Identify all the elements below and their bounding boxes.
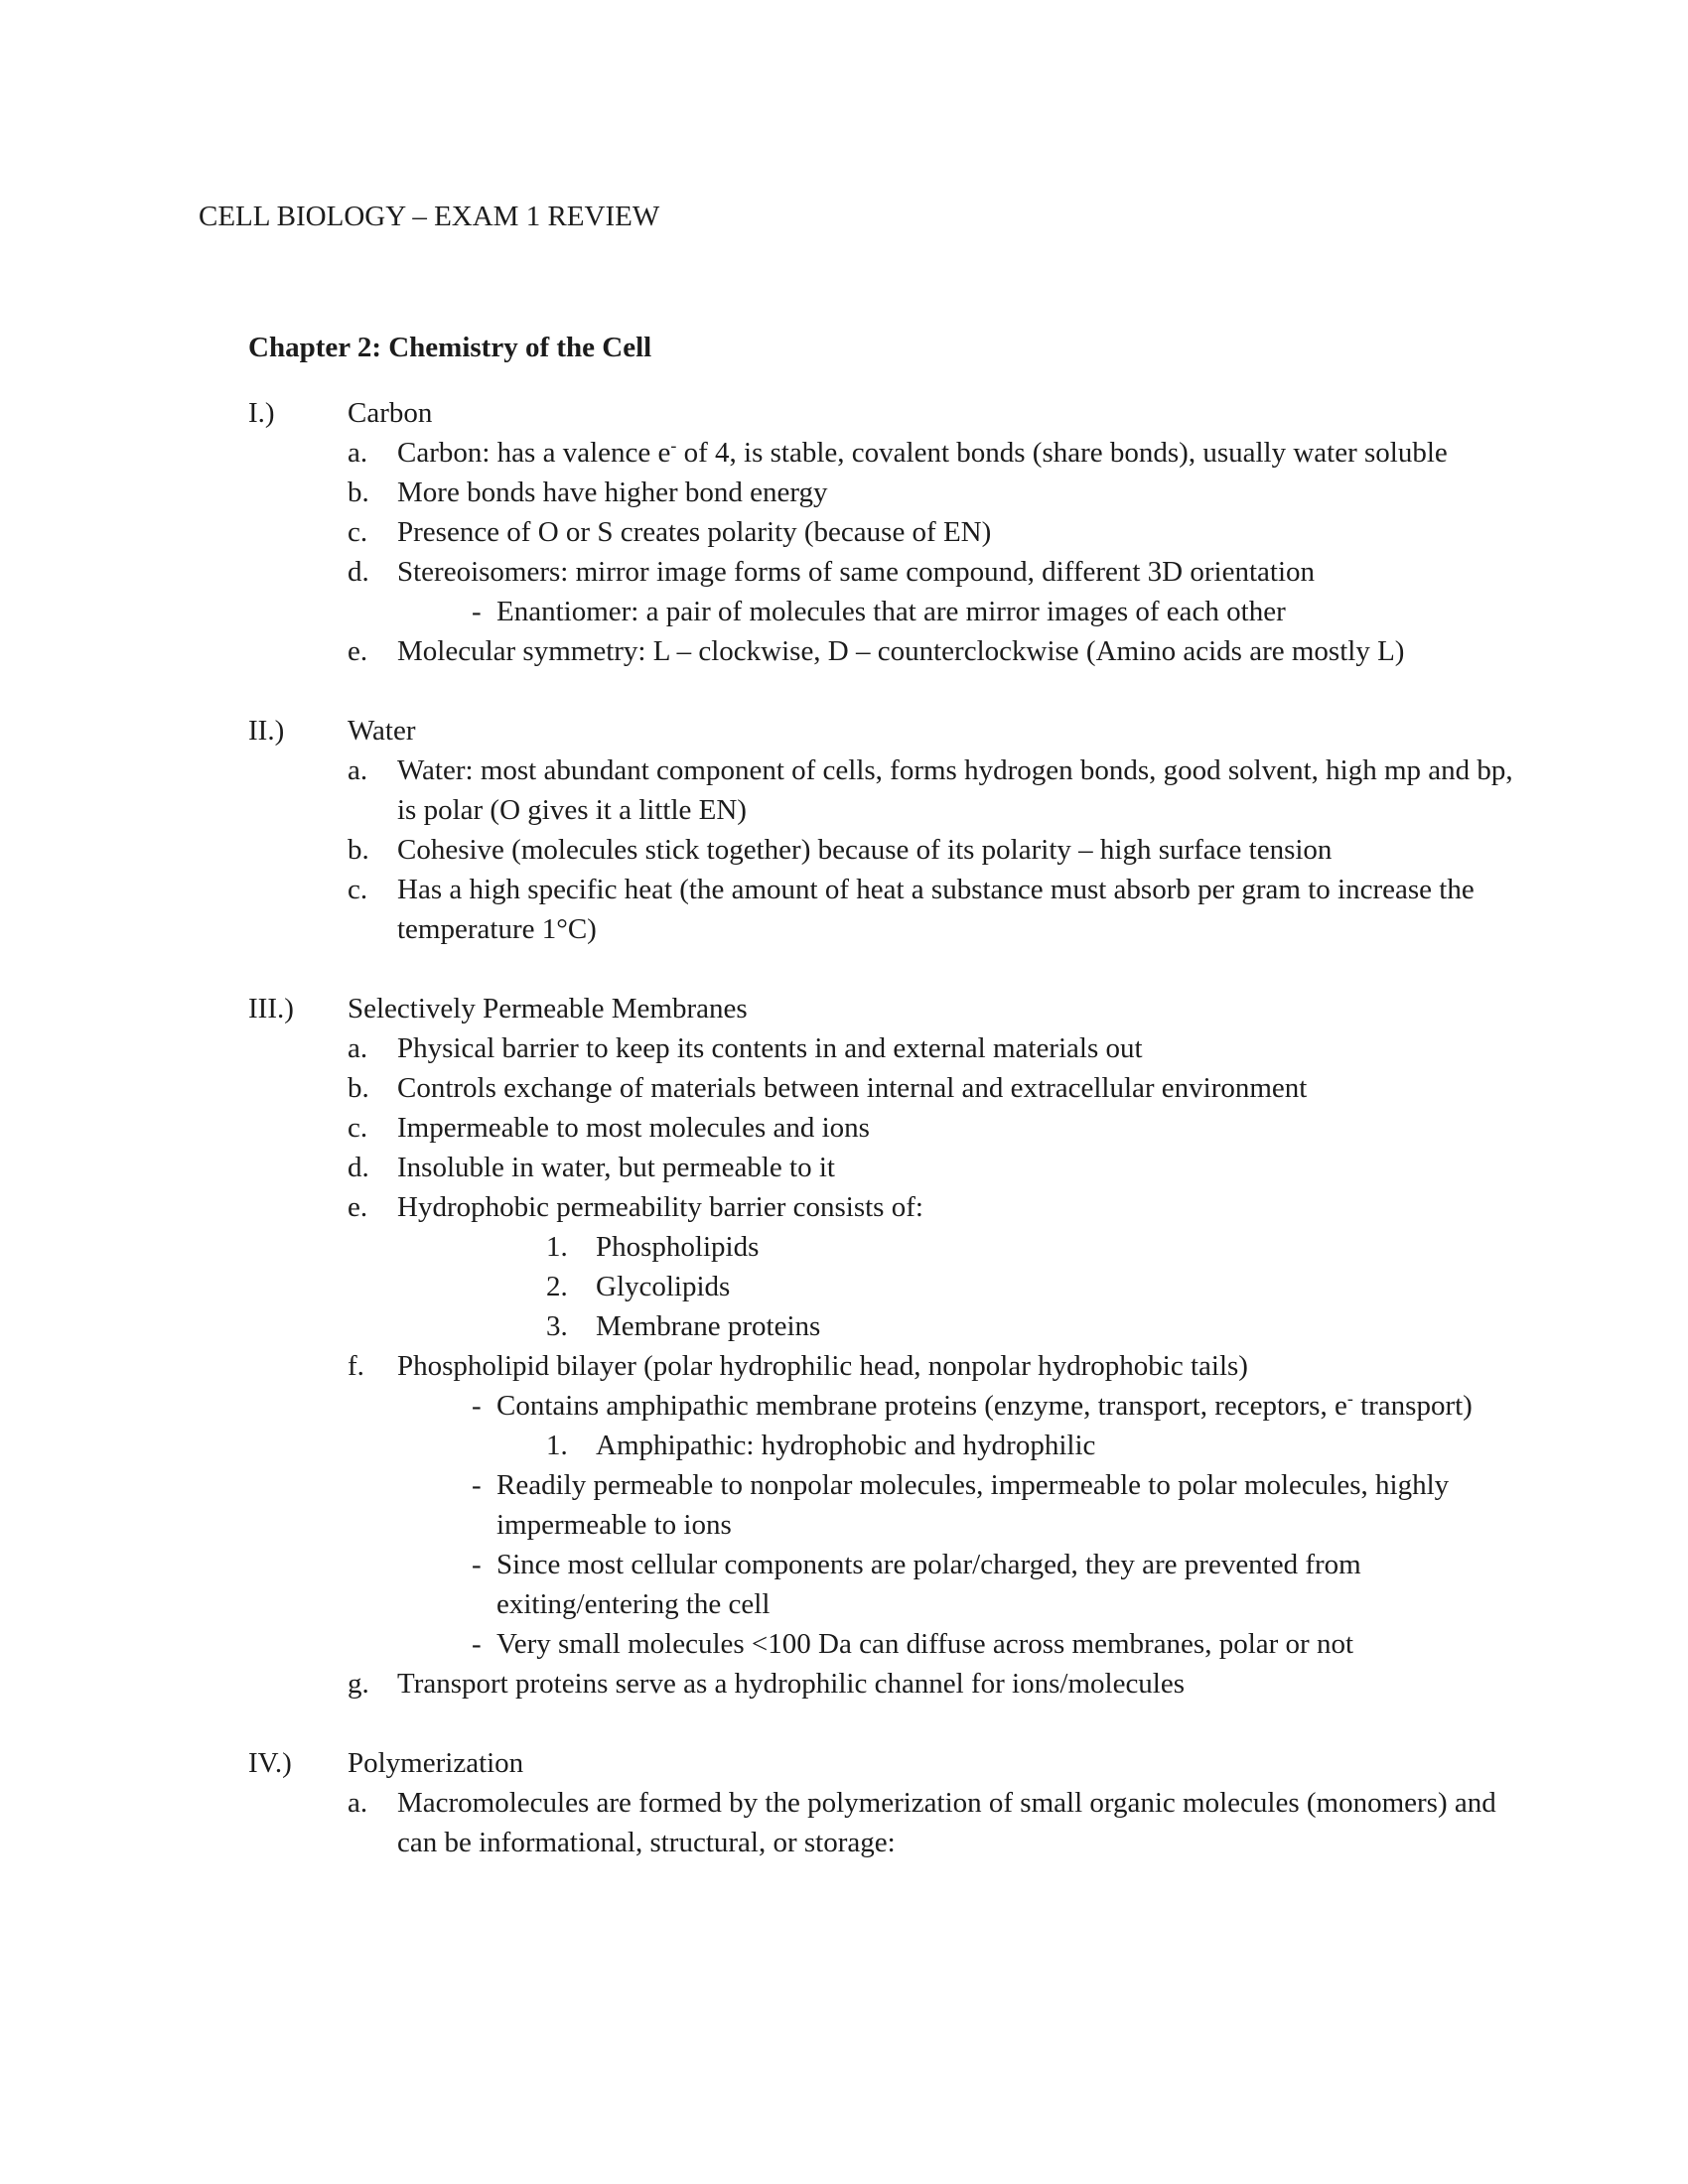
item-text (397, 433, 1519, 473)
item-text: Transport proteins serve as a hydrophilic channel for ions/molecules (397, 1668, 1186, 1700)
numbered-item-text: Phospholipids (596, 1231, 760, 1263)
sub-bullet-text: Very small molecules <100 Da can diffuse across membranes, polar or not (496, 1628, 1354, 1660)
item-text: Cohesive (molecules stick together) because of its polarity – high surface tension (397, 834, 1333, 866)
section-title: Polymerization (348, 1747, 524, 1779)
item-letter: b. (348, 834, 369, 866)
item-text: Insoluble in water, but permeable to it (397, 1152, 835, 1183)
item-text: Physical barrier to keep its contents in and external materials out (397, 1032, 1143, 1064)
superscript: - (1346, 1388, 1353, 1409)
number-label: 1. (546, 1430, 568, 1461)
numbered-item (546, 1227, 1519, 1267)
numbered-item-text: Glycolipids (596, 1271, 731, 1302)
item-letter: b. (348, 477, 369, 508)
document-body (248, 328, 1519, 1902)
sub-bullet (472, 1465, 1519, 1545)
section-number: I.) (248, 397, 275, 429)
dash-marker: - (472, 1549, 482, 1580)
list-item (348, 1028, 1519, 1068)
numbered-item (546, 1426, 1519, 1465)
item-letter: d. (348, 556, 369, 588)
list-item (348, 1148, 1519, 1187)
list-item (348, 1187, 1519, 1227)
dash-marker: - (472, 1390, 482, 1422)
item-text: Water: most abundant component of cells, forms hydrogen bonds, good solvent, high mp and bp, is polar (O gives it a little EN) (397, 754, 1513, 826)
list-item (348, 512, 1519, 552)
section-title: Selectively Permeable Membranes (348, 993, 748, 1024)
sub-bullet-text (496, 1386, 1519, 1426)
number-label: 2. (546, 1271, 568, 1302)
section-water (248, 711, 1519, 949)
section-number: II.) (248, 715, 285, 747)
document-title: CELL BIOLOGY – EXAM 1 REVIEW (199, 201, 660, 232)
sub-bullet (472, 1386, 1519, 1426)
item-text: Impermeable to most molecules and ions (397, 1112, 870, 1144)
list-item (348, 631, 1519, 671)
item-text: More bonds have higher bond energy (397, 477, 828, 508)
numbered-item-text: Amphipathic: hydrophobic and hydrophilic (596, 1430, 1096, 1461)
sub-bullet-text-part: transport) (1352, 1390, 1473, 1422)
section-membranes (248, 989, 1519, 1704)
item-letter: f. (348, 1350, 364, 1382)
numbered-item (546, 1267, 1519, 1306)
number-label: 1. (546, 1231, 568, 1263)
sub-bullet-text-part: Contains amphipathic membrane proteins (enzyme, transport, receptors, e (496, 1390, 1347, 1422)
item-text: Macromolecules are formed by the polymerization of small organic molecules (monomers) and can be informational, structural, or storage: (397, 1787, 1496, 1858)
item-letter: a. (348, 1787, 368, 1819)
item-letter: d. (348, 1152, 369, 1183)
sub-bullet (472, 1545, 1519, 1624)
list-item (348, 473, 1519, 512)
item-text-part: Carbon: has a valence e (397, 437, 671, 469)
section-number: IV.) (248, 1747, 292, 1779)
section-carbon (248, 393, 1519, 671)
item-text: Has a high specific heat (the amount of heat a substance must absorb per gram to increase the temperature 1°C) (397, 874, 1475, 945)
list-item (348, 1783, 1519, 1862)
list-item (348, 1108, 1519, 1148)
number-label: 3. (546, 1310, 568, 1342)
section-number: III.) (248, 993, 294, 1024)
sub-bullet-text: Enantiomer: a pair of molecules that are mirror images of each other (496, 596, 1286, 627)
list-item (348, 1664, 1519, 1704)
dash-marker: - (472, 1628, 482, 1660)
item-letter: e. (348, 1191, 368, 1223)
item-text-part: of 4, is stable, covalent bonds (share bonds), usually water soluble (676, 437, 1448, 469)
list-item (348, 1346, 1519, 1386)
list-item (348, 870, 1519, 949)
list-item (348, 1068, 1519, 1108)
numbered-item-text: Membrane proteins (596, 1310, 821, 1342)
item-letter: g. (348, 1668, 369, 1700)
item-letter: c. (348, 1112, 368, 1144)
sub-bullet-text: Readily permeable to nonpolar molecules, impermeable to polar molecules, highly impermeable to ions (496, 1469, 1450, 1541)
list-item (348, 751, 1519, 830)
sub-bullet (472, 592, 1519, 631)
list-item (348, 830, 1519, 870)
item-letter: a. (348, 754, 368, 786)
list-item (348, 552, 1519, 592)
item-letter: a. (348, 1032, 368, 1064)
dash-marker: - (472, 596, 482, 627)
sub-bullet (472, 1624, 1519, 1664)
item-letter: b. (348, 1072, 369, 1104)
superscript: - (670, 435, 677, 456)
dash-marker: - (472, 1469, 482, 1501)
item-letter: a. (348, 437, 368, 469)
item-text: Molecular symmetry: L – clockwise, D – counterclockwise (Amino acids are mostly L) (397, 635, 1405, 667)
item-letter: c. (348, 874, 368, 905)
list-item (348, 433, 1519, 473)
section-title: Water (348, 715, 416, 747)
item-text: Phospholipid bilayer (polar hydrophilic head, nonpolar hydrophobic tails) (397, 1350, 1248, 1382)
item-letter: c. (348, 516, 368, 548)
chapter-heading: Chapter 2: Chemistry of the Cell (248, 332, 652, 363)
item-text: Stereoisomers: mirror image forms of same compound, different 3D orientation (397, 556, 1316, 588)
numbered-item (546, 1306, 1519, 1346)
section-polymerization (248, 1743, 1519, 1862)
item-text: Hydrophobic permeability barrier consists of: (397, 1191, 923, 1223)
item-text: Controls exchange of materials between internal and extracellular environment (397, 1072, 1308, 1104)
section-title: Carbon (348, 397, 433, 429)
item-letter: e. (348, 635, 368, 667)
sub-bullet-text: Since most cellular components are polar/charged, they are prevented from exiting/entering the cell (496, 1549, 1361, 1620)
item-text: Presence of O or S creates polarity (because of EN) (397, 516, 992, 548)
